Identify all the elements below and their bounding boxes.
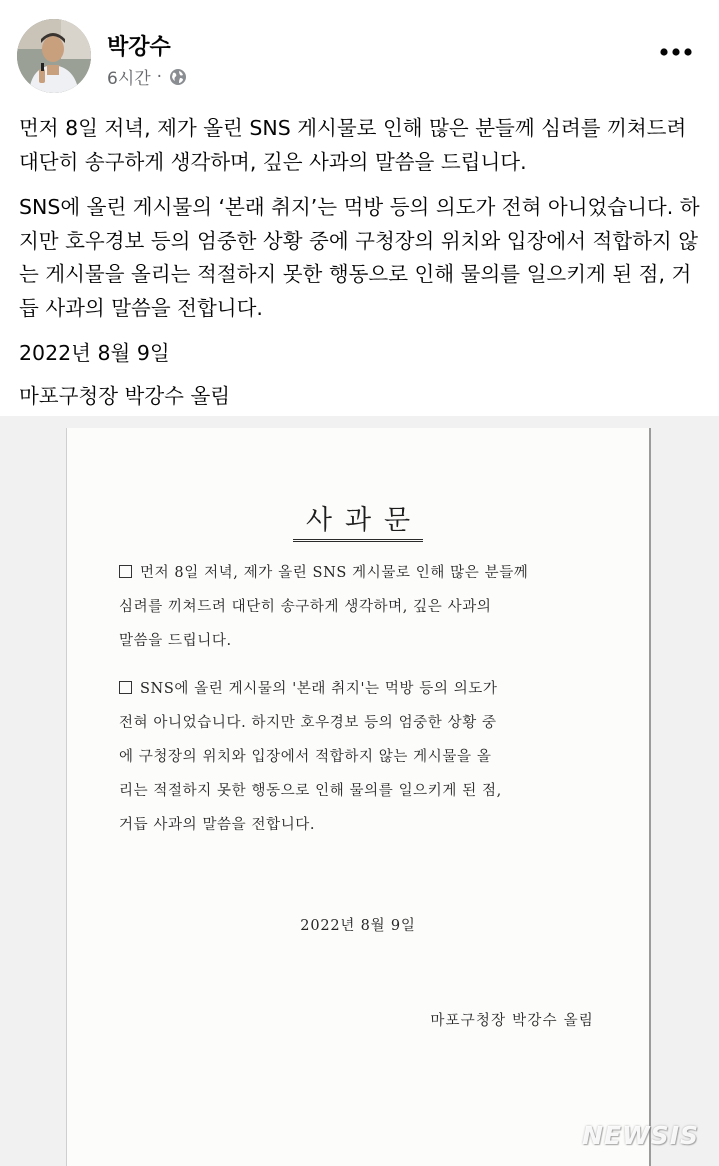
attached-photo[interactable] (0, 416, 719, 1166)
document-paragraph-1 (119, 556, 609, 658)
document-date: 2022년 8월 9일 (300, 918, 416, 934)
document-line: 거듭 사과의 말씀을 전합니다. (119, 817, 316, 833)
document-paragraph-2 (119, 672, 609, 842)
document-signature: 마포구청장 박강수 올림 (430, 1013, 594, 1029)
document-title-text: 사과문 (293, 498, 423, 542)
globe-icon[interactable] (169, 68, 187, 86)
post-time[interactable]: 6시간 (107, 69, 151, 89)
apology-document (66, 428, 651, 1166)
newsis-watermark: NEWSIS (582, 1121, 699, 1150)
document-line: 리는 적절하지 못한 행동으로 인해 물의를 일으키게 된 점, (119, 783, 502, 799)
checkbox-bullet-icon (119, 681, 132, 694)
more-options-icon (660, 48, 692, 56)
checkbox-bullet-icon (119, 565, 132, 578)
document-title (67, 498, 649, 542)
more-options-button[interactable] (652, 34, 700, 70)
document-line: 심려를 끼쳐드려 대단히 송구하게 생각하며, 깊은 사과의 (119, 599, 492, 615)
post-paragraph-2: SNS에 올린 게시물의 ‘본래 취지’는 먹방 등의 의도가 전혀 아니었습니다. 하지만 호우경보 등의 엄중한 상황 중에 구청장의 위치와 입장에서 적합하지 않는 게시물을 올리는 적절하지 못한 행동으로 인해 물의를 일으키게 된 점, 거듭 사과의 말씀을 전합니다. (19, 195, 700, 320)
document-line (119, 556, 609, 590)
document-line: 전혀 아니었습니다. 하지만 호우경보 등의 엄중한 상황 중 (119, 715, 497, 731)
meta-separator: · (156, 66, 163, 87)
document-line: 말씀을 드립니다. (119, 633, 232, 649)
post-signature: 마포구청장 박강수 올림 (19, 383, 231, 408)
author-name[interactable]: 박강수 (107, 35, 171, 60)
post-paragraph-1: 먼저 8일 저녁, 제가 올린 SNS 게시물로 인해 많은 분들께 심려를 끼쳐드려 대단히 송구하게 생각하며, 깊은 사과의 말씀을 드립니다. (19, 116, 687, 174)
document-line-text: 먼저 8일 저녁, 제가 올린 SNS 게시물로 인해 많은 분들께 (140, 565, 529, 581)
post-body (19, 112, 709, 425)
author-avatar[interactable] (17, 19, 91, 93)
post-meta (107, 64, 187, 89)
document-line-text: SNS에 올린 게시물의 '본래 취지'는 먹방 등의 의도가 (140, 681, 498, 697)
avatar-photo (17, 19, 91, 93)
post-date: 2022년 8월 9일 (19, 341, 170, 365)
document-line (119, 672, 609, 706)
document-line: 에 구청장의 위치와 입장에서 적합하지 않는 게시물을 올 (119, 749, 492, 765)
